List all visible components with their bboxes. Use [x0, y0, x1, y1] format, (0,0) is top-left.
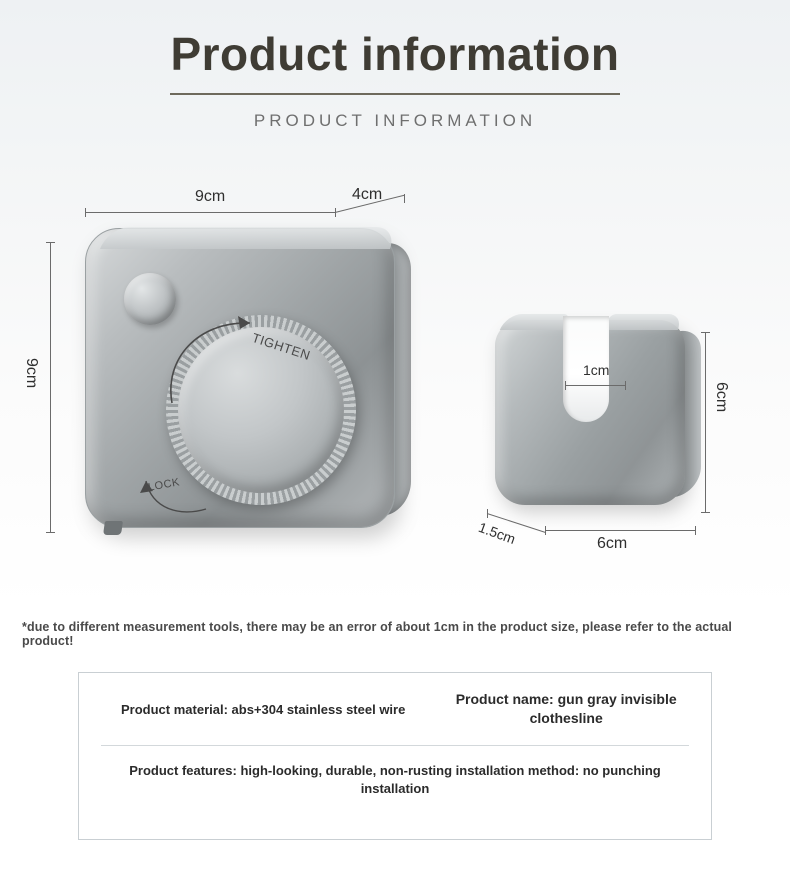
specification-box [78, 672, 712, 840]
u-bracket-top-left-face [500, 314, 570, 330]
right-height-label: 6cm [713, 382, 730, 413]
left-depth-label: 4cm [352, 186, 383, 203]
slot-tick-start [565, 381, 566, 390]
slot-tick-end [625, 381, 626, 390]
title-divider [170, 93, 620, 95]
slot-width-label: 1cm [583, 362, 610, 378]
right-width-tick-start [545, 526, 546, 535]
page-subtitle: PRODUCT INFORMATION [253, 110, 537, 130]
right-height-tick-top [701, 332, 710, 333]
right-width-tick-end [695, 526, 696, 535]
product-material-text: Product material: abs+304 stainless steel wire [121, 701, 406, 717]
page-title: Product information [170, 28, 620, 80]
left-height-dim-line [50, 242, 51, 532]
left-width-dim-line [85, 212, 335, 213]
reel-bottom-tab [103, 521, 123, 535]
reel-small-knob [124, 273, 176, 325]
left-height-label: 9cm [23, 358, 40, 389]
left-width-label: 9cm [195, 188, 226, 205]
product-name-text: Product name: gun gray invisible clothesline [455, 691, 677, 726]
product-features-text: Product features: high-looking, durable, non-rusting installation method: no punching installation [129, 762, 661, 796]
right-width-label: 6cm [597, 535, 628, 552]
left-height-tick-top [46, 242, 55, 243]
clothesline-reel-illustration [85, 228, 415, 548]
left-height-tick-bottom [46, 532, 55, 533]
spec-row [79, 673, 711, 745]
right-width-dim-line [545, 530, 695, 531]
right-height-tick-bottom [701, 512, 710, 513]
lock-label: LOCK [147, 476, 181, 494]
left-depth-tick-end [404, 194, 405, 203]
tighten-label: TIGHTEN [250, 330, 313, 363]
u-bracket-illustration [495, 320, 725, 540]
spec-row [79, 745, 711, 815]
reel-top-face [100, 227, 398, 249]
page-header [0, 0, 790, 131]
slot-dim-line [565, 385, 625, 386]
u-bracket-top-right-face [604, 314, 684, 330]
right-height-dim-line [705, 332, 706, 512]
measurement-note: *due to different measurement tools, there may be an error of about 1cm in the product size, please refer to the actual product! [22, 620, 732, 648]
right-depth-label: 1.5cm [476, 518, 518, 548]
u-bracket-front-face [495, 320, 685, 505]
reel-front-face [85, 228, 395, 528]
right-depth-tick-start [487, 509, 488, 518]
product-diagram [0, 180, 790, 600]
left-width-tick-start [85, 208, 86, 217]
